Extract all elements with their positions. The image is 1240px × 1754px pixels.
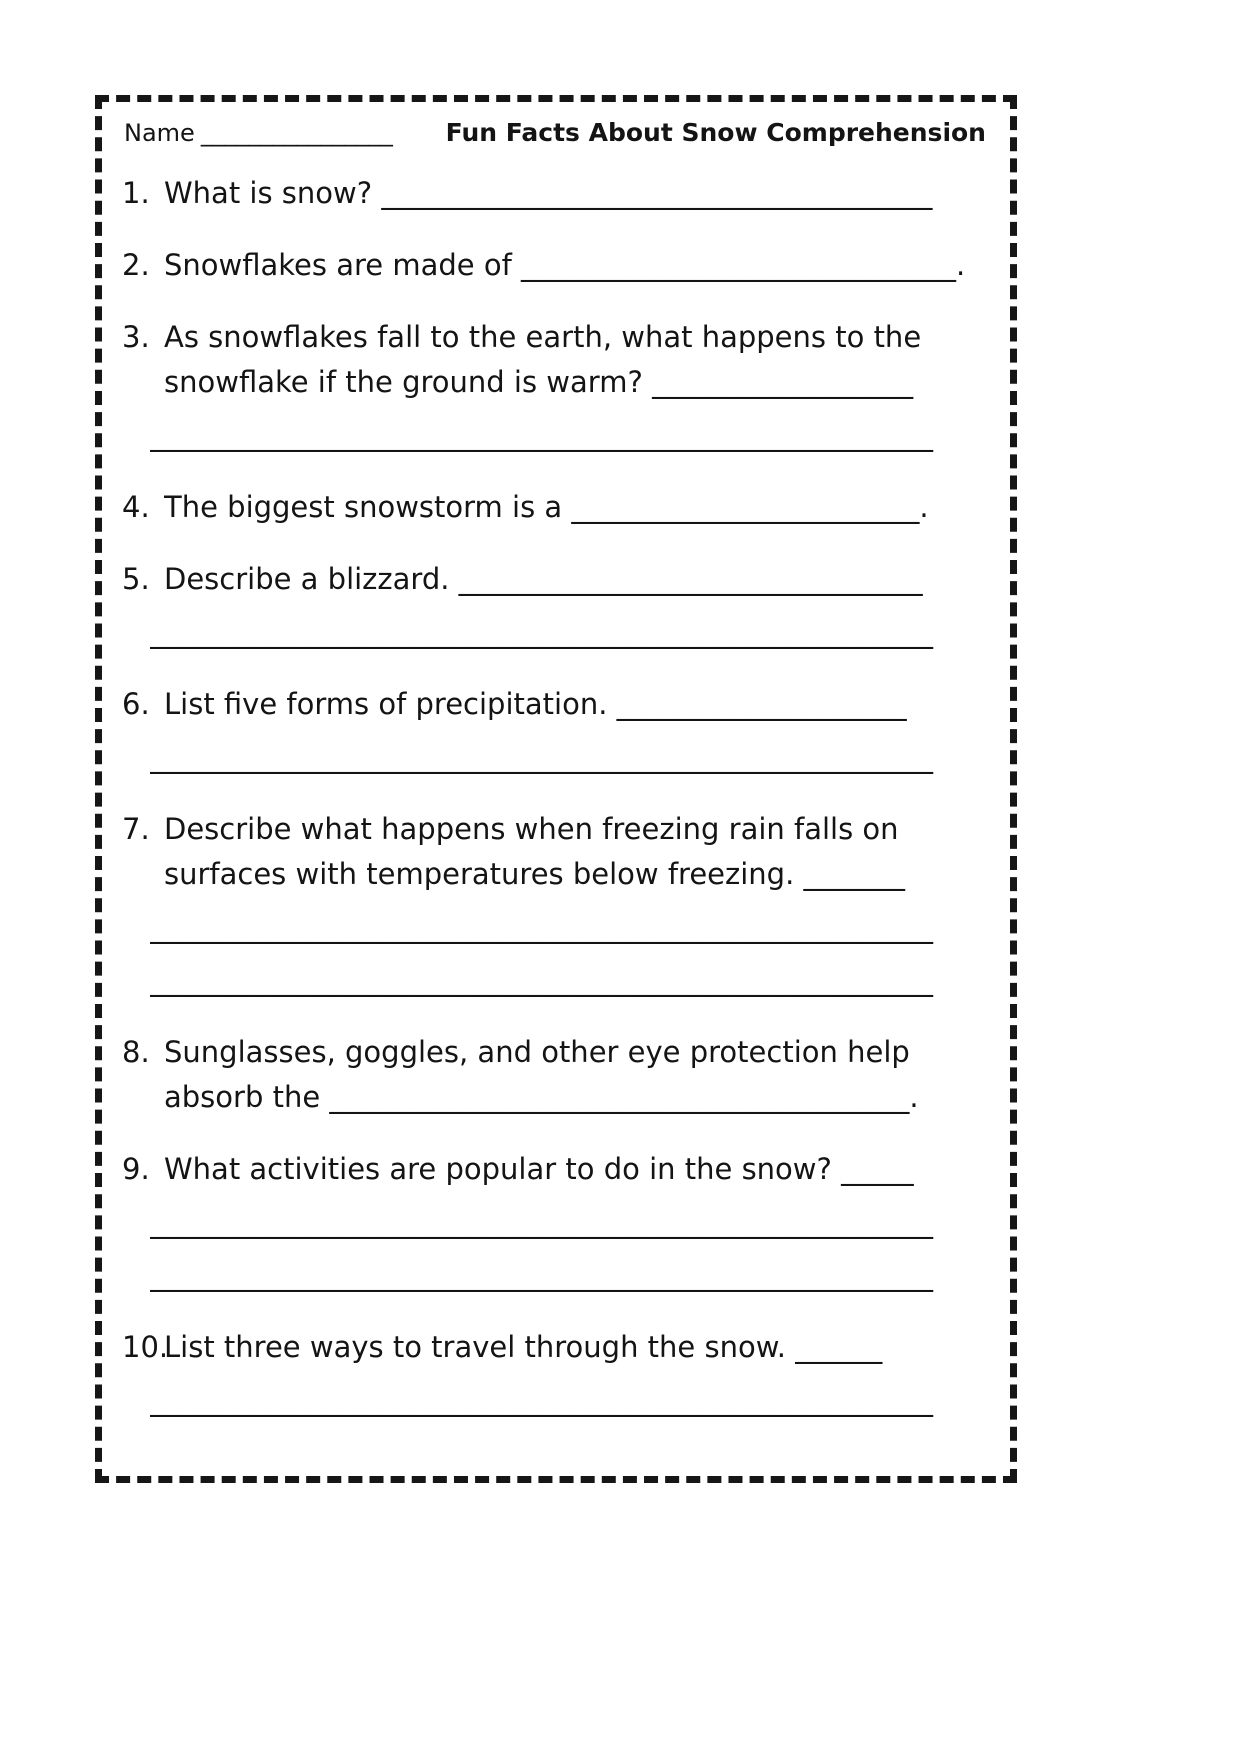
- question-text: Describe a blizzard. ________________________________: [164, 562, 923, 596]
- question-number: 6.: [122, 687, 150, 721]
- question-2: [122, 243, 988, 288]
- question-text: List five forms of precipitation. ____________________: [164, 687, 907, 721]
- answer-blank-line: ______________________________________________________: [150, 615, 933, 649]
- question-text: What activities are popular to do in the snow? _____: [164, 1152, 914, 1186]
- name-label: Name: [124, 119, 195, 147]
- question-text-continued: surfaces with temperatures below freezing. _______: [164, 857, 906, 891]
- question-number: 2.: [122, 248, 150, 282]
- question-7: [122, 807, 988, 1003]
- answer-blank-line: ______________________________________________________: [150, 910, 933, 944]
- question-text: List three ways to travel through the snow. ______: [164, 1330, 883, 1364]
- name-field: [124, 119, 393, 147]
- worksheet-page: [95, 95, 1017, 1483]
- question-number: 4.: [122, 490, 150, 524]
- question-1: [122, 171, 988, 216]
- worksheet-header: [124, 118, 986, 147]
- question-text: Snowflakes are made of ______________________________.: [164, 248, 966, 282]
- question-9: [122, 1147, 988, 1298]
- worksheet-title: Fun Facts About Snow Comprehension: [445, 118, 986, 147]
- question-3: [122, 315, 988, 458]
- question-text: The biggest snowstorm is a ________________________.: [164, 490, 929, 524]
- answer-blank-line: ______________________________________________________: [150, 1383, 933, 1417]
- question-number: 5.: [122, 562, 150, 596]
- answer-blank-line: ______________________________________________________: [150, 740, 933, 774]
- question-text-continued: absorb the ________________________________________.: [164, 1080, 919, 1114]
- question-number: 1.: [122, 176, 150, 210]
- question-text: Describe what happens when freezing rain falls on: [164, 812, 899, 846]
- question-number: 3.: [122, 320, 150, 354]
- answer-blank-line: ______________________________________________________: [150, 418, 933, 452]
- question-text: As snowflakes fall to the earth, what happens to the: [164, 320, 922, 354]
- question-number: 8.: [122, 1035, 150, 1069]
- question-number: 7.: [122, 812, 150, 846]
- answer-blank-line: ______________________________________________________: [150, 963, 933, 997]
- question-number: 9.: [122, 1152, 150, 1186]
- question-6: [122, 682, 988, 780]
- question-4: [122, 485, 988, 530]
- question-8: [122, 1030, 988, 1120]
- question-text: Sunglasses, goggles, and other eye protection help: [164, 1035, 910, 1069]
- question-5: [122, 557, 988, 655]
- name-blank-line: ________________: [200, 119, 393, 147]
- question-text: What is snow? ______________________________________: [164, 176, 933, 210]
- question-number: 10.: [122, 1330, 169, 1364]
- question-10: [122, 1325, 988, 1423]
- answer-blank-line: ______________________________________________________: [150, 1258, 933, 1292]
- question-text-continued: snowflake if the ground is warm? __________________: [164, 365, 914, 399]
- answer-blank-line: ______________________________________________________: [150, 1205, 933, 1239]
